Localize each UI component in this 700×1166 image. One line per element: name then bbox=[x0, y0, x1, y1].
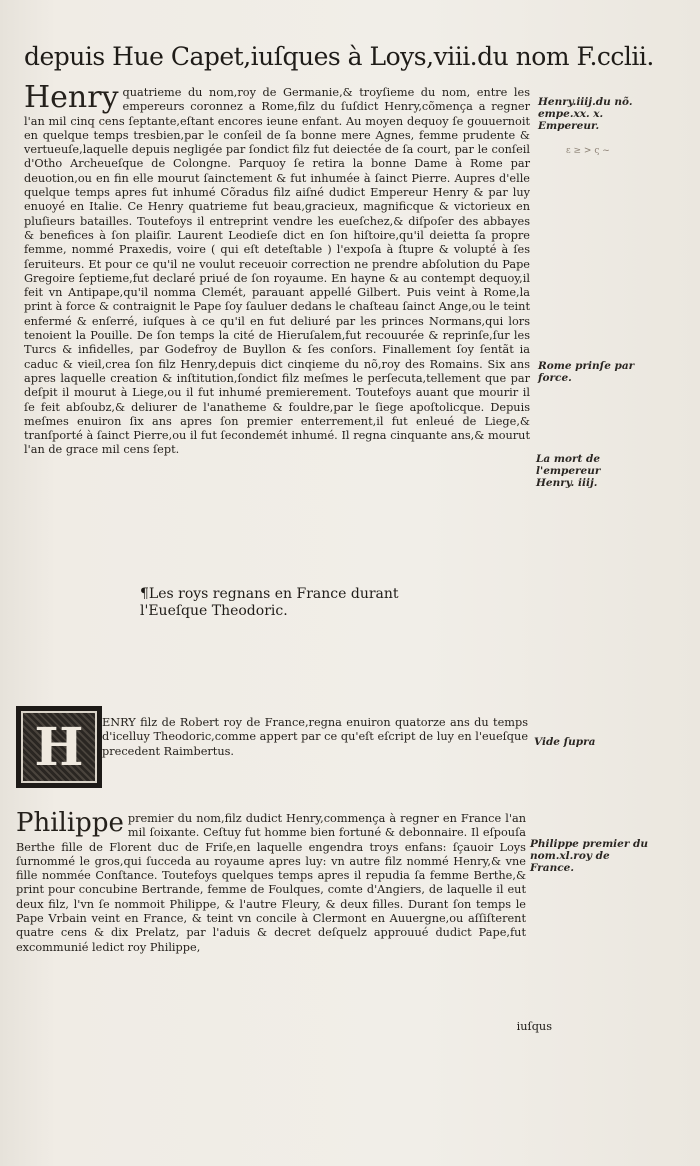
pilcrow-icon: ¶ bbox=[140, 586, 149, 602]
margin-note-vide: Vide ſupra bbox=[534, 736, 596, 748]
paragraph-henry-i bbox=[102, 716, 528, 759]
paragraph-text: filz de Robert roy de France,regna enuiron quatorze ans du temps d'icelluy Theodoric,comme appert par ce qu'eſt eſcript de luy en l'eueſque precedent Raimbertus. bbox=[102, 716, 528, 758]
margin-note-death: La mort de l'empereur Henry. iiij. bbox=[536, 453, 601, 489]
section-title-text: Les roys regnans en France durant l'Eueſque Theodoric. bbox=[140, 586, 399, 619]
paragraph-henry-iv bbox=[24, 80, 530, 458]
section-title bbox=[140, 586, 410, 620]
catchword: iuſqus bbox=[516, 1020, 552, 1033]
running-header: depuis Hue Capet,iuſques à Loys,viii.du nom F.cclii. bbox=[24, 42, 654, 71]
drop-cap-letter: H bbox=[21, 711, 97, 783]
first-word: Philippe bbox=[16, 808, 124, 838]
paragraph-text: quatrieme du nom,roy de Germanie,& troyſieme du nom, entre les empereurs coronnez a Rome,filz du ſuſdict Henry,cõmença a regner l'an mil cinq cens ſeptante,eſtant encores ieune enfant. Au moyen dequoy ſe gouuernoit en quelque temps tresbien,par le conſeil de ſa bonne mere Agnes, femme prudente & vertueuſe,laquelle depuis negligée par ſondict filz fut deiectée de ſa court, par le conſeil d'Otho Archeueſque de Colongne. Parquoy ſe retira la bonne Dame à Rome par deuotion,ou en fin elle mourut ſainctement & fut inhumée à ſainct Pierre. Aupres d'elle quelque temps apres fut inhumé Cõradus filz aiſné dudict Empereur Henry & par luy enuoyé en Italie. Ce Henry quatrieme fut beau,gracieux, magnificque & victorieux en pluſieurs batailles. Toutefoys il entreprint vendre les eueſchez,& diſpoſer des abbayes & benefices à ſon plaiſir. Laurent Leodieſe dict en ſon hiſtoire,qu'il deietta ſa propre femme, nommé Praxedis, voire ( qui eſt deteſtable ) l'expoſa à ſtupre & volupté à ſes ſeruiteurs. Et pour ce qu'il ne voulut receuoir correction ne prendre abſolution du Pape Gregoire ſeptieme,fut declaré priué de ſon royaume. En hayne & au contempt dequoy,il feit vn Antipape,qu'il nomma Clemét, parauant appellé Gilbert. Puis veint à Rome,la print à force & contraignit le Pape ſoy ſauluer dedans le chaſteau ſainct Ange,ou le teint enfermé & enſerré, iuſques à ce qu'il en fut deliuré par les princes Normans,qui lors tenoient la Pouille. De ſon temps la cité de Hieruſalem,fut recouurée & reprinſe,ſur les Turcs & infidelles, par Godefroy de Buyllon & ſes conſors. Finallement ſoy ſentãt ia caduc & vieil,crea ſon filz Henry,depuis dict cinqieme du nõ,roy des Romains. Six ans apres laquelle creation & inſtitution,ſondict filz meſmes le perſecuta,tellement que par deſpit il mourut à Liege,ou il fut inhumé premierement. Toutefoys auant que mourir il ſe feit abſoubz,& deliurer de l'anatheme & fouldre,par le ſiege apoſtolicque. Depuis meſmes enuiron ſix ans apres ſon premier enterrement,il fut enleué de Liege,& tranſporté à ſainct Pierre,ou il fut ſecondemét inhumé. Il regna cinquante ans,& mourut l'an de grace mil cens ſept. bbox=[24, 86, 530, 457]
first-word: ENRY bbox=[102, 716, 136, 729]
margin-note-philippe: Philippe premier du nom.xl.roy de France. bbox=[530, 838, 649, 874]
paragraph-text: premier du nom,filz dudict Henry,commença à regner en France l'an mil ſoixante. Ceſtuy fut homme bien fortuné & debonnaire. Il eſpouſa Berthe fille de Florent duc de Friſe,en laquelle engendra troys enfans: ſçauoir Loys ſurnommé le gros,qui ſucceda au royaume apres luy: vn autre filz nommé Henry,& vne fille nommée Conſtance. Toutefoys quelques temps apres il repudia ſa femme Berthe,& print pour concubine Bertrande, femme de Foulques, comte d'Angiers, de laquelle il eut deux filz, l'vn ſe nommoit Philippe, & l'autre Fleury, & deux filles. Durant ſon temps le Pape Vrbain veint en France, & teint vn concile à Clermont en Auuergne,ou aſſiſterent quatre cens & dix Prelatz, par l'aduis & decret deſquelz approuué dudict Pape,fut excommunié ledict roy Philippe, bbox=[16, 812, 526, 954]
margin-note-henry: Henry.iiij.du nõ. empe.xx. x. Empereur. bbox=[538, 96, 633, 132]
margin-note-rome: Rome prinſe par force. bbox=[538, 360, 635, 384]
decorated-initial bbox=[16, 706, 102, 788]
paragraph-philippe bbox=[16, 808, 526, 955]
first-word: Henry bbox=[24, 80, 119, 115]
pen-mark: ε ≥ > ς ~ bbox=[566, 146, 610, 156]
